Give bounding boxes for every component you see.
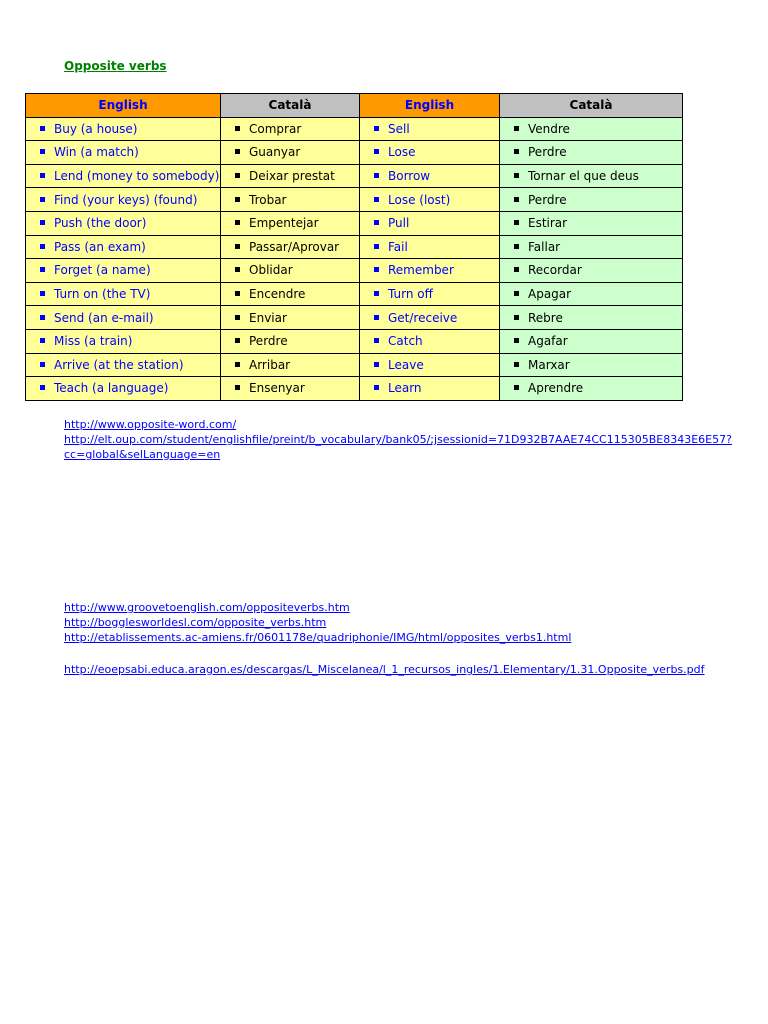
bullet-icon: [40, 385, 45, 390]
bullet-icon: [514, 338, 519, 343]
bullet-icon: [514, 291, 519, 296]
link-educa-aragon[interactable]: http://eoepsabi.educa.aragon.es/descargas/L_Miscelanea/l_1_recursos_ingles/1.Elementary/1.31.Opposite_verbs.pdf: [64, 663, 705, 676]
english-verb-text: Find (your keys) (found): [54, 192, 198, 207]
bullet-icon: [40, 338, 45, 343]
catala-verb-cell: [221, 353, 360, 377]
bullet-icon: [514, 197, 519, 202]
catala-verb-cell: [221, 141, 360, 165]
bullet-icon: [374, 315, 379, 320]
table-body: [26, 117, 683, 400]
catala-opposite-cell: [500, 306, 683, 330]
bullet-icon: [40, 126, 45, 131]
english-opposite-text: Lose (lost): [388, 192, 451, 207]
english-opposite-cell: [360, 259, 500, 283]
catala-verb-text: Perdre: [249, 334, 288, 349]
catala-opposite-cell: [500, 141, 683, 165]
catala-opposite-cell: [500, 282, 683, 306]
english-opposite-text: Fail: [388, 239, 408, 254]
table-row: [26, 306, 683, 330]
catala-opposite-cell: [500, 117, 683, 141]
bullet-icon: [514, 315, 519, 320]
table-row: [26, 188, 683, 212]
english-verb-cell: [26, 141, 221, 165]
catala-verb-text: Deixar prestat: [249, 169, 335, 184]
header-catala-2: Català: [500, 94, 683, 118]
header-english-1: English: [26, 94, 221, 118]
document-title: Opposite verbs: [64, 59, 167, 73]
catala-verb-text: Trobar: [249, 192, 287, 207]
bullet-icon: [235, 338, 240, 343]
english-verb-cell: [26, 235, 221, 259]
catala-verb-cell: [221, 164, 360, 188]
header-english-2: English: [360, 94, 500, 118]
catala-verb-cell: [221, 306, 360, 330]
table-row: [26, 377, 683, 401]
links-group-1: [64, 417, 732, 462]
catala-verb-cell: [221, 377, 360, 401]
bullet-icon: [40, 149, 45, 154]
catala-verb-text: Arribar: [249, 357, 291, 372]
table-row: [26, 259, 683, 283]
bullet-icon: [514, 362, 519, 367]
english-opposite-cell: [360, 141, 500, 165]
english-verb-text: Send (an e-mail): [54, 310, 154, 325]
bullet-icon: [235, 362, 240, 367]
bullet-icon: [514, 267, 519, 272]
english-opposite-text: Borrow: [388, 169, 431, 184]
catala-verb-cell: [221, 211, 360, 235]
bullet-icon: [374, 197, 379, 202]
english-verb-cell: [26, 259, 221, 283]
english-opposite-cell: [360, 188, 500, 212]
catala-opposite-text: Perdre: [528, 192, 567, 207]
catala-verb-text: Enviar: [249, 310, 287, 325]
table-row: [26, 329, 683, 353]
bullet-icon: [514, 149, 519, 154]
bullet-icon: [374, 244, 379, 249]
catala-verb-cell: [221, 329, 360, 353]
bullet-icon: [40, 315, 45, 320]
table-row: [26, 282, 683, 306]
bullet-icon: [514, 220, 519, 225]
english-verb-text: Forget (a name): [54, 263, 151, 278]
bullet-icon: [235, 173, 240, 178]
catala-opposite-text: Tornar el que deus: [528, 169, 639, 184]
table-row: [26, 211, 683, 235]
english-opposite-cell: [360, 211, 500, 235]
bullet-icon: [374, 126, 379, 131]
bullet-icon: [374, 362, 379, 367]
bullet-icon: [514, 126, 519, 131]
english-verb-cell: [26, 164, 221, 188]
english-opposite-text: Lose: [388, 145, 416, 160]
english-verb-cell: [26, 117, 221, 141]
catala-opposite-cell: [500, 353, 683, 377]
links-group-2: [64, 600, 571, 645]
bullet-icon: [235, 220, 240, 225]
english-opposite-text: Learn: [388, 381, 422, 396]
english-opposite-text: Sell: [388, 121, 410, 136]
table-header-row: [26, 94, 683, 118]
english-opposite-text: Turn off: [388, 287, 433, 302]
bullet-icon: [374, 385, 379, 390]
catala-verb-text: Passar/Aprovar: [249, 239, 340, 254]
link-opposite-word[interactable]: http://www.opposite-word.com/: [64, 418, 237, 431]
english-opposite-text: Leave: [388, 357, 424, 372]
catala-opposite-cell: [500, 329, 683, 353]
table-row: [26, 235, 683, 259]
english-verb-text: Push (the door): [54, 216, 147, 231]
table-row: [26, 353, 683, 377]
english-opposite-cell: [360, 353, 500, 377]
link-oup-englishfile-cont[interactable]: cc=global&selLanguage=en: [64, 448, 221, 461]
links-group-3: [64, 662, 705, 677]
english-opposite-cell: [360, 235, 500, 259]
catala-verb-text: Empentejar: [249, 216, 319, 231]
catala-opposite-text: Fallar: [528, 239, 561, 254]
catala-opposite-cell: [500, 235, 683, 259]
header-catala-1: Català: [221, 94, 360, 118]
bullet-icon: [40, 197, 45, 202]
english-verb-text: Arrive (at the station): [54, 357, 184, 372]
catala-opposite-cell: [500, 377, 683, 401]
english-opposite-cell: [360, 164, 500, 188]
catala-verb-cell: [221, 188, 360, 212]
catala-opposite-text: Marxar: [528, 357, 570, 372]
english-opposite-cell: [360, 377, 500, 401]
bullet-icon: [514, 173, 519, 178]
english-verb-cell: [26, 329, 221, 353]
bullet-icon: [514, 385, 519, 390]
english-verb-text: Turn on (the TV): [54, 287, 151, 302]
catala-verb-text: Oblidar: [249, 263, 293, 278]
english-verb-text: Win (a match): [54, 145, 139, 160]
english-opposite-cell: [360, 329, 500, 353]
catala-opposite-text: Perdre: [528, 145, 567, 160]
catala-verb-cell: [221, 117, 360, 141]
catala-verb-text: Encendre: [249, 287, 306, 302]
bullet-icon: [235, 149, 240, 154]
english-verb-cell: [26, 282, 221, 306]
bullet-icon: [235, 267, 240, 272]
catala-verb-cell: [221, 282, 360, 306]
english-verb-text: Lend (money to somebody): [54, 169, 220, 184]
catala-opposite-text: Rebre: [528, 310, 563, 325]
bullet-icon: [374, 291, 379, 296]
bullet-icon: [235, 291, 240, 296]
catala-opposite-text: Aprendre: [528, 381, 584, 396]
link-groovetoenglish[interactable]: http://www.groovetoenglish.com/oppositeverbs.htm: [64, 601, 350, 614]
bullet-icon: [40, 267, 45, 272]
english-verb-text: Buy (a house): [54, 121, 138, 136]
english-opposite-text: Catch: [388, 334, 423, 349]
english-opposite-cell: [360, 306, 500, 330]
link-oup-englishfile[interactable]: http://elt.oup.com/student/englishfile/preint/b_vocabulary/bank05/;jsessionid=71D932B7AAE74CC115305BE8343E6E57?: [64, 433, 732, 446]
english-verb-text: Pass (an exam): [54, 239, 146, 254]
bullet-icon: [40, 291, 45, 296]
english-opposite-text: Remember: [388, 263, 454, 278]
catala-opposite-text: Vendre: [528, 121, 570, 136]
bullet-icon: [514, 244, 519, 249]
english-verb-cell: [26, 353, 221, 377]
english-verb-cell: [26, 211, 221, 235]
bullet-icon: [235, 385, 240, 390]
bullet-icon: [40, 244, 45, 249]
catala-verb-text: Comprar: [249, 121, 302, 136]
catala-verb-text: Guanyar: [249, 145, 301, 160]
bullet-icon: [40, 220, 45, 225]
english-verb-text: Miss (a train): [54, 334, 133, 349]
catala-verb-cell: [221, 259, 360, 283]
bullet-icon: [235, 126, 240, 131]
catala-verb-cell: [221, 235, 360, 259]
bullet-icon: [374, 220, 379, 225]
catala-opposite-text: Agafar: [528, 334, 568, 349]
catala-opposite-cell: [500, 259, 683, 283]
catala-opposite-text: Estirar: [528, 216, 568, 231]
english-opposite-text: Get/receive: [388, 310, 458, 325]
table-row: [26, 117, 683, 141]
table-row: [26, 141, 683, 165]
opposite-verbs-table: [25, 93, 683, 401]
bullet-icon: [235, 244, 240, 249]
english-opposite-text: Pull: [388, 216, 410, 231]
bullet-icon: [40, 173, 45, 178]
link-ac-amiens[interactable]: http://etablissements.ac-amiens.fr/0601178e/quadriphonie/IMG/html/opposites_verbs1.html: [64, 631, 572, 644]
english-verb-cell: [26, 306, 221, 330]
catala-opposite-text: Apagar: [528, 287, 572, 302]
catala-opposite-cell: [500, 164, 683, 188]
table-row: [26, 164, 683, 188]
bullet-icon: [374, 267, 379, 272]
english-verb-cell: [26, 377, 221, 401]
link-bogglesworldesl[interactable]: http://bogglesworldesl.com/opposite_verbs.htm: [64, 616, 327, 629]
catala-opposite-text: Recordar: [528, 263, 582, 278]
bullet-icon: [374, 338, 379, 343]
catala-opposite-cell: [500, 211, 683, 235]
bullet-icon: [235, 315, 240, 320]
english-verb-cell: [26, 188, 221, 212]
english-opposite-cell: [360, 282, 500, 306]
bullet-icon: [374, 173, 379, 178]
bullet-icon: [235, 197, 240, 202]
catala-opposite-cell: [500, 188, 683, 212]
bullet-icon: [374, 149, 379, 154]
english-opposite-cell: [360, 117, 500, 141]
bullet-icon: [40, 362, 45, 367]
english-verb-text: Teach (a language): [54, 381, 169, 396]
catala-verb-text: Ensenyar: [249, 381, 305, 396]
